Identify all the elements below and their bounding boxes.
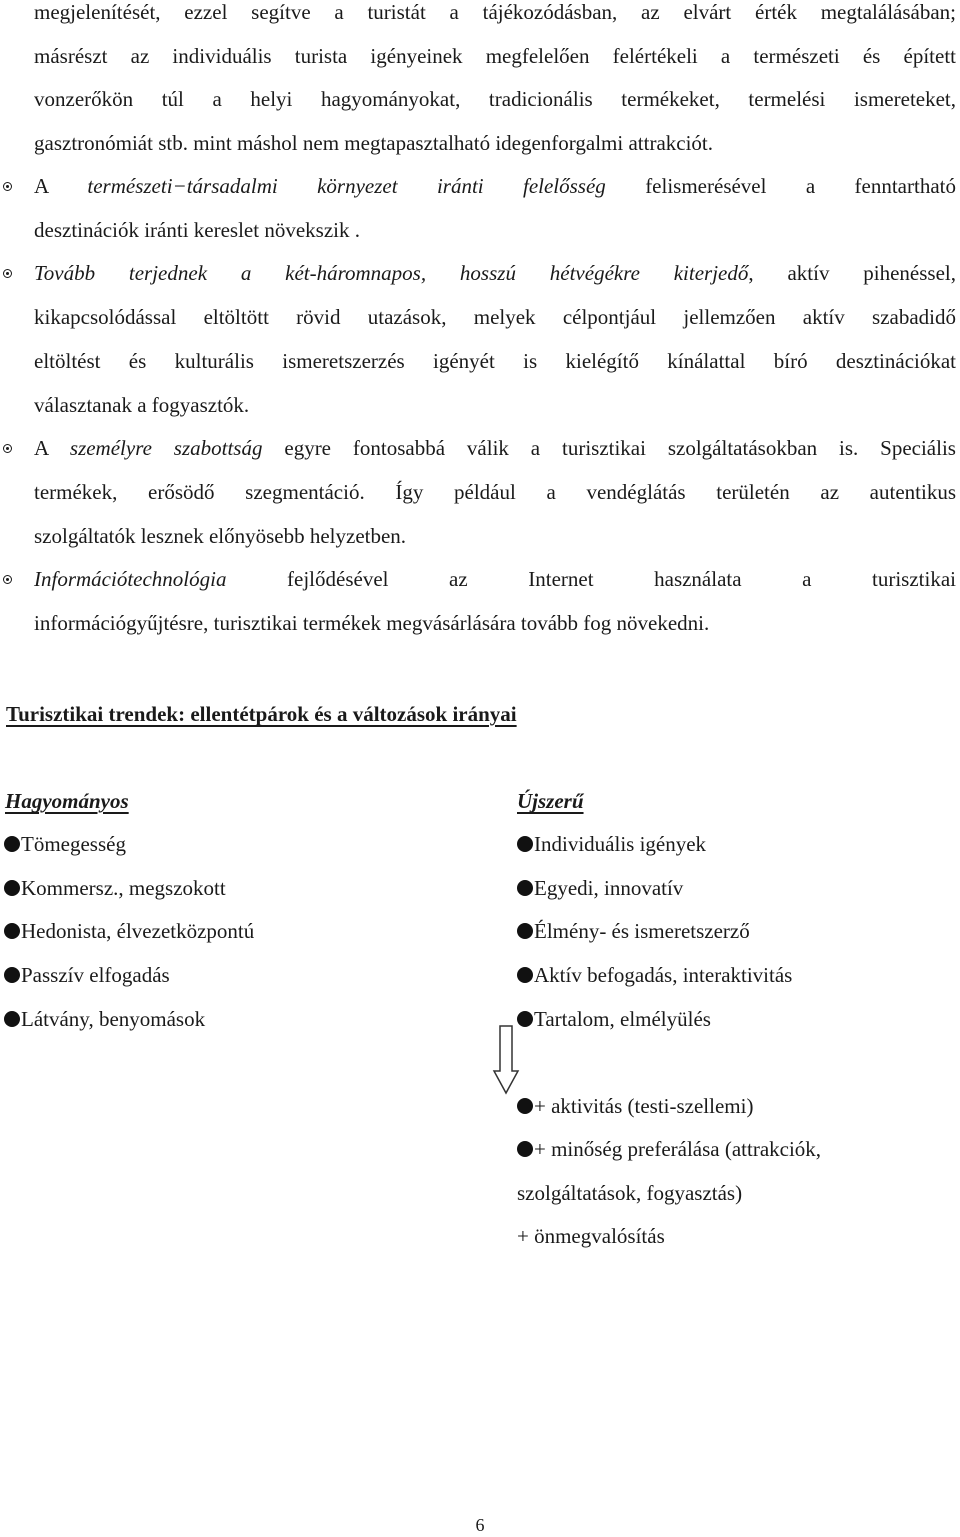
bullet-item-responsibility [0,165,960,252]
bullet-dot-icon [4,967,20,983]
trend-bullet-list [0,165,960,646]
bullet-line: szolgáltatók lesznek előnyösebb helyzetben. [34,523,407,548]
extra-item: + önmegvalósítás [517,1224,665,1248]
bullet-icon [3,575,12,584]
bullet-line: desztinációk iránti kereslet növekszik . [34,217,360,242]
bullet-icon [3,444,12,453]
intro-paragraph [34,0,956,166]
bullet-prefix: A [34,436,70,461]
bullet-emphasis: Információtechnológia [34,567,227,592]
bullet-text: fejlődésével az Internet használata a turisztikai [226,567,956,592]
bullet-text: egyre fontosabbá válik a turisztikai szolgáltatásokban is. Speciális [262,436,956,461]
traditional-item: Kommersz., megszokott [4,873,226,903]
bullet-text: , aktív pihenéssel, [748,261,956,286]
section-title: Turisztikai trendek: ellentétpárok és a változások irányai [6,702,517,726]
bullet-line: információgyűjtésre, turisztikai termékek megvásárlására tovább fog növekedni. [34,611,710,636]
bullet-line: választanak a fogyasztók. [34,392,250,417]
bullet-line: termékek, erősödő szegmentáció. Így például a vendéglátás területén az autentikus [34,479,956,504]
intro-line-4: gasztronómiát stb. mint máshol nem megtapasztalható idegenforgalmi attrakciót. [34,131,714,156]
bullet-dot-icon [4,880,20,896]
bullet-dot-icon [4,1011,20,1027]
new-item: Individuális igények [517,829,706,859]
bullet-dot-icon [4,923,20,939]
bullet-line [34,165,956,209]
down-arrow-icon [492,1025,520,1095]
bullet-text: felismerésével a fenntartható [605,174,956,198]
traditional-item: Passzív elfogadás [4,960,170,990]
bullet-dot-icon [517,880,533,896]
bullet-icon [3,182,12,191]
bullet-line [34,252,956,296]
bullet-line [34,427,956,471]
bullet-dot-icon [517,923,533,939]
bullet-line [34,558,956,602]
intro-line-1: megjelenítését, ezzel segítve a turistát a tájékozódásban, az elvárt érték megtalálásában; [34,0,956,24]
new-heading: Újszerű [517,789,584,813]
new-item: Egyedi, innovatív [517,873,683,903]
page-number: 6 [475,1515,485,1535]
bullet-item-it [0,558,960,645]
bullet-item-short-trips [0,252,960,427]
intro-line-2: másrészt az individuális turista igényeinek megfelelően felértékeli a természeti és épített [34,43,956,68]
traditional-item: Látvány, benyomások [4,1004,205,1034]
traditional-column [5,786,129,816]
bullet-line: kikapcsolódással eltöltött rövid utazások, melyek célpontjául jellemzően aktív szabadidő [34,305,956,330]
bullet-dot-icon [517,1141,533,1157]
bullet-dot-icon [4,836,20,852]
bullet-item-personalization [0,427,960,558]
bullet-emphasis: személyre szabottság [69,436,263,461]
extra-item: + aktivitás (testi-szellemi) [517,1091,753,1121]
bullet-dot-icon [517,967,533,983]
new-item: Tartalom, elmélyülés [517,1004,711,1034]
bullet-emphasis: természeti−társadalmi környezet iránti felelősség [87,174,606,198]
intro-line-3: vonzerőkön túl a helyi hagyományokat, tradicionális termékeket, termelési ismereteket, [34,87,956,112]
bullet-prefix: A [34,174,88,198]
traditional-item: Tömegesség [4,829,126,859]
bullet-emphasis: Tovább terjednek a két-háromnapos, hosszú hétvégékre kiterjedő [34,261,749,286]
bullet-dot-icon [517,1098,533,1114]
new-item: Aktív befogadás, interaktivitás [517,960,792,990]
bullet-icon [3,269,12,278]
extra-item: + minőség preferálása (attrakciók, [517,1134,821,1164]
new-item: Élmény- és ismeretszerző [517,916,750,946]
extra-item-continuation: szolgáltatások, fogyasztás) [517,1181,743,1205]
new-column [517,786,584,816]
traditional-heading: Hagyományos [5,789,129,813]
traditional-item: Hedonista, élvezetközpontú [4,916,254,946]
bullet-dot-icon [517,836,533,852]
bullet-line: eltöltést és kulturális ismeretszerzés igényét is kielégítő kínálattal bíró desztinációkat [34,348,956,373]
